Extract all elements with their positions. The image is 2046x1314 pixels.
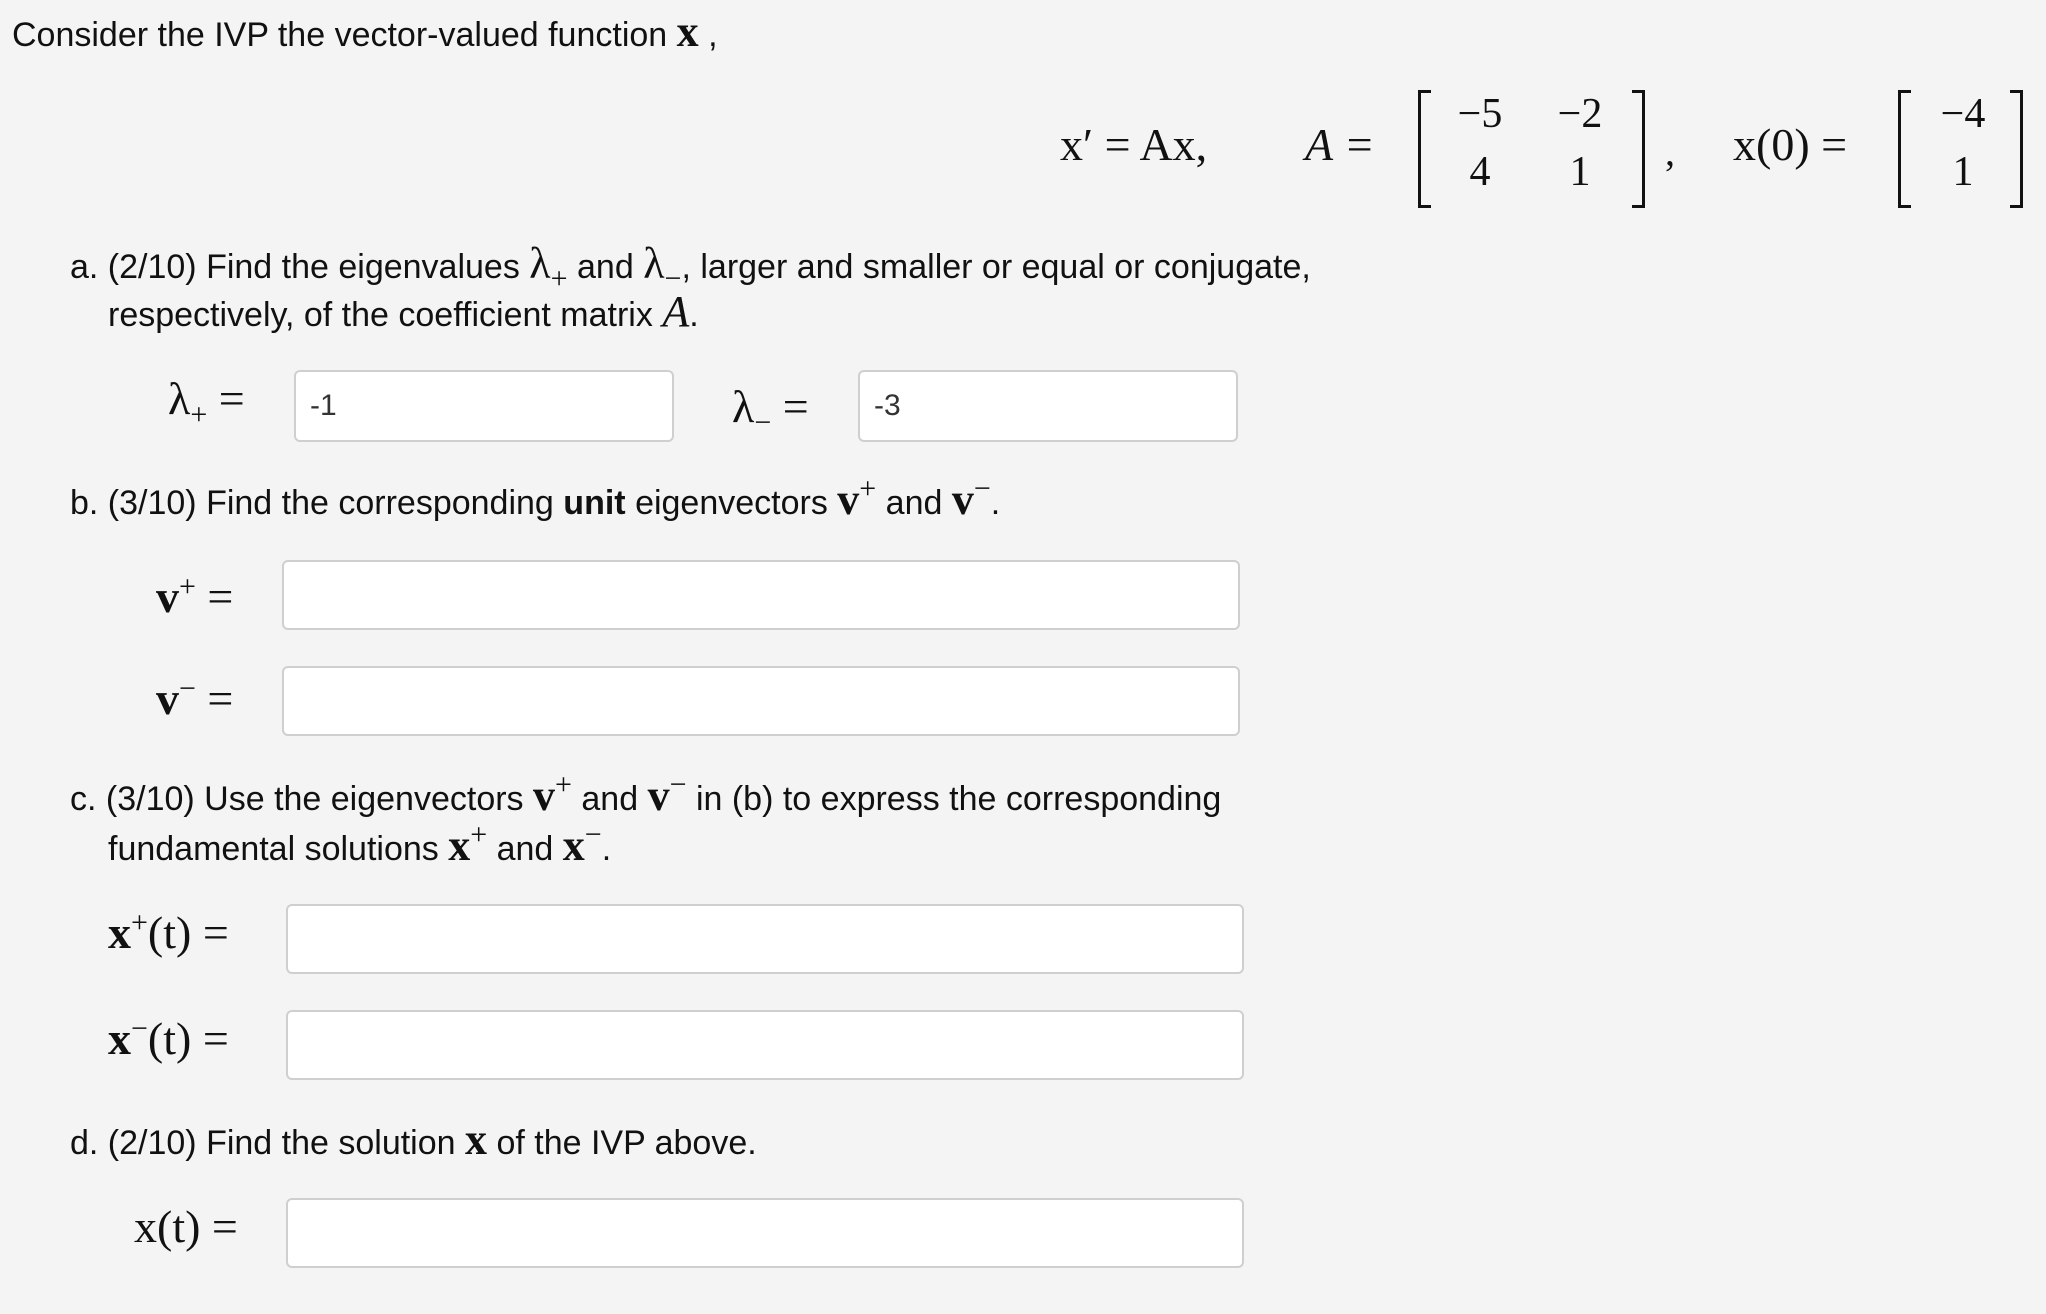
lambda-symbol: λ [529, 239, 551, 288]
matrix-a-cell: −5 [1457, 91, 1503, 137]
lambda-minus-label [732, 380, 809, 439]
x-plus-label [108, 906, 229, 959]
x0-cell: 1 [1952, 149, 1974, 195]
lambda-minus-input[interactable]: -3 [858, 370, 1238, 442]
x-minus-tail: (t) = [147, 1013, 229, 1064]
x-plus-input[interactable] [286, 904, 1244, 974]
intro-symbol: x [676, 7, 699, 56]
part-d-question [70, 1115, 757, 1164]
part-c-text-line2: fundamental solutions [108, 830, 439, 868]
v-minus-input[interactable] [282, 666, 1240, 736]
v-symbol: v [156, 673, 179, 724]
part-a-text: a. (2/10) Find the eigenvalues [70, 248, 520, 286]
and-word: and [581, 780, 639, 818]
x0-right-bracket [2010, 90, 2023, 208]
plus-superscript: + [555, 768, 572, 801]
matrix-symbol: A [662, 287, 690, 336]
part-c-text-post: in (b) to express the corresponding [695, 780, 1222, 818]
part-d-text-post: of the IVP above. [496, 1124, 757, 1162]
period: . [689, 296, 699, 334]
v-plus-label [156, 570, 233, 623]
lambda-plus-label [168, 372, 245, 431]
part-b-text: b. (3/10) Find the corresponding [70, 484, 554, 522]
matrix-a-cell: 4 [1469, 149, 1491, 195]
x-symbol: x [448, 821, 471, 870]
unit-emphasis: unit [563, 484, 626, 522]
period: . [601, 830, 612, 868]
lambda-symbol: λ [168, 373, 191, 424]
x-symbol: x [465, 1115, 488, 1164]
equation-comma: , [1665, 129, 1675, 174]
equals-sign: = [207, 673, 234, 724]
part-a-question-line1 [70, 239, 1311, 295]
x0-cell: −4 [1940, 91, 1986, 137]
and-word: and [885, 484, 943, 522]
lambda-plus-input[interactable]: -1 [294, 370, 674, 442]
v-symbol: v [647, 771, 670, 820]
minus-superscript: − [131, 1012, 148, 1045]
part-c-question-line2 [108, 818, 612, 871]
matrix-a-cell: 1 [1569, 149, 1591, 195]
x-symbol: x [108, 907, 131, 958]
matrix-a-right-bracket [1632, 90, 1645, 208]
plus-superscript: + [131, 906, 148, 939]
v-symbol: v [951, 475, 974, 524]
matrix-a-label: A = [1305, 119, 1375, 170]
matrix-a-left-bracket [1418, 90, 1431, 208]
lambda-symbol: λ [732, 381, 755, 432]
equals-sign: = [207, 571, 234, 622]
equals-sign: = [782, 381, 809, 432]
solution-input[interactable] [286, 1198, 1244, 1268]
v-symbol: v [156, 571, 179, 622]
part-c-text: c. (3/10) Use the eigenvectors [70, 780, 524, 818]
intro-text: Consider the IVP the vector-valued function [12, 16, 668, 54]
x-symbol: x [108, 1013, 131, 1064]
plus-superscript: + [859, 472, 877, 505]
plus-superscript: + [179, 570, 196, 603]
x-plus-tail: (t) = [147, 907, 229, 958]
x-minus-input[interactable] [286, 1010, 1244, 1080]
part-d-text: d. (2/10) Find the solution [70, 1124, 456, 1162]
part-b-question [70, 472, 1001, 525]
plus-subscript: + [550, 262, 568, 295]
minus-superscript: − [973, 472, 991, 505]
period: . [990, 484, 1001, 522]
minus-subscript: − [754, 406, 772, 439]
minus-superscript: − [669, 768, 687, 801]
equals-sign: = [218, 373, 245, 424]
part-a-text-line2: respectively, of the coefficient matrix [108, 296, 653, 334]
part-c-question-line1 [70, 768, 1222, 821]
ode-equation: x′ = Ax, [1060, 119, 1208, 170]
solution-label: x(t) = [134, 1201, 238, 1252]
v-plus-input[interactable] [282, 560, 1240, 630]
v-symbol: v [837, 475, 860, 524]
minus-subscript: − [664, 262, 682, 295]
x-symbol: x [562, 821, 585, 870]
part-a-question-line2 [108, 287, 699, 336]
v-minus-label [156, 672, 233, 725]
part-b-text-post: eigenvectors [635, 484, 828, 522]
minus-superscript: − [584, 818, 602, 851]
lambda-symbol: λ [643, 239, 665, 288]
minus-superscript: − [179, 672, 196, 705]
matrix-a-cell: −2 [1557, 91, 1603, 137]
x0-left-bracket [1898, 90, 1911, 208]
intro-trail: , [708, 16, 718, 54]
v-symbol: v [533, 771, 556, 820]
intro-line [12, 7, 718, 56]
initial-condition-label: x(0) = [1733, 119, 1848, 170]
and-word: and [496, 830, 554, 868]
part-a-text-post: , larger and smaller or equal or conjugate, [681, 248, 1311, 286]
plus-superscript: + [470, 818, 488, 851]
and-word: and [577, 248, 634, 286]
x-minus-label [108, 1012, 229, 1065]
plus-subscript: + [190, 398, 208, 431]
